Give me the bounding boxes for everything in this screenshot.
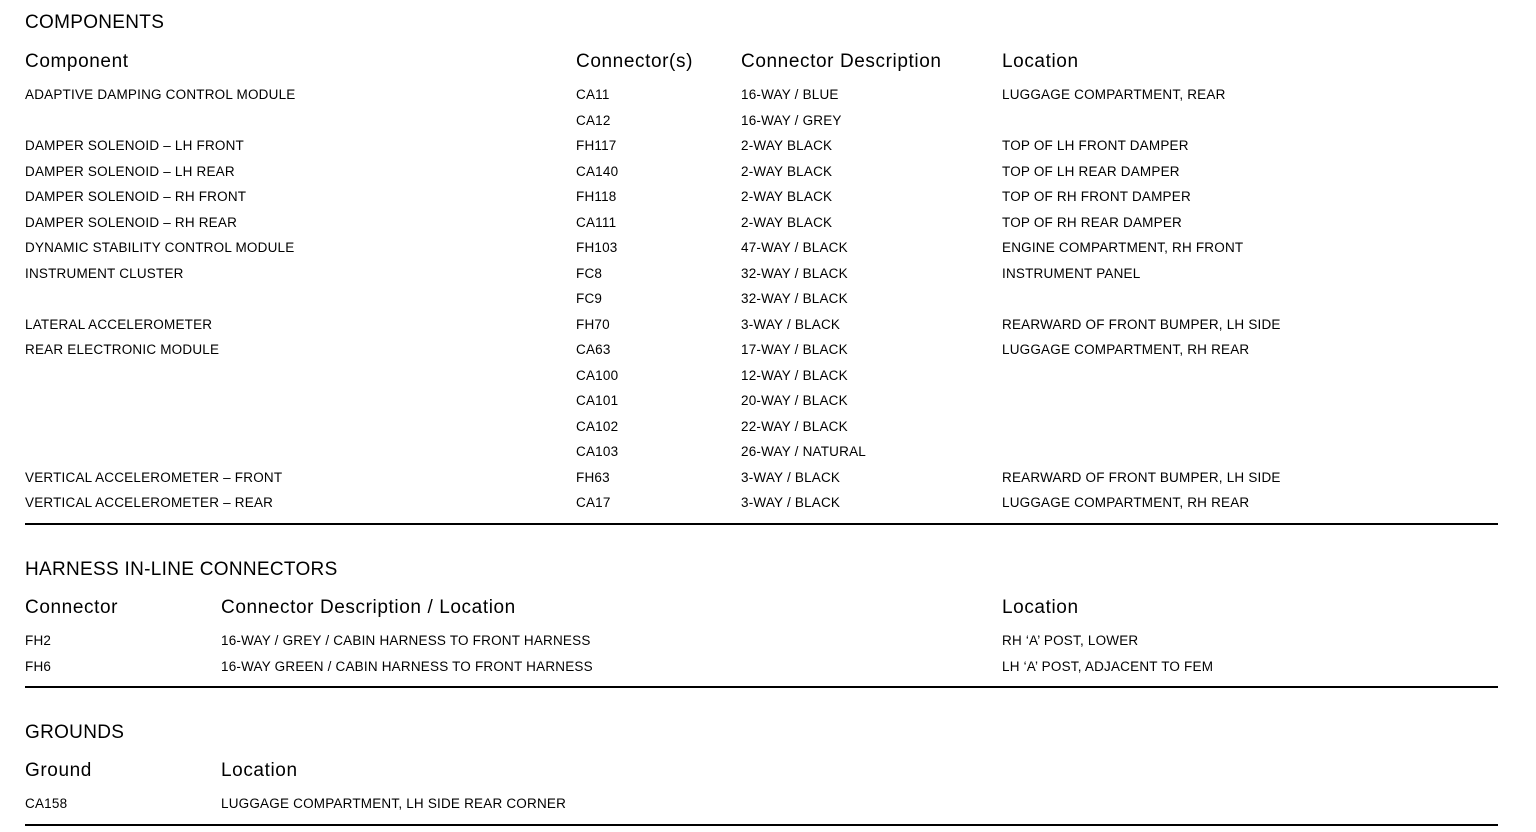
harness-header-connector: Connector — [25, 597, 119, 618]
connector-description-cell: 20-WAY / BLACK — [741, 393, 848, 408]
harness-location-cell: LH ‘A’ POST, ADJACENT TO FEM — [1002, 659, 1214, 674]
components-header-description: Connector Description — [741, 51, 942, 72]
connector-id-cell: CA111 — [576, 214, 617, 230]
connector-id-cell: CA101 — [576, 393, 619, 408]
grounds-header-ground: Ground — [25, 760, 92, 781]
connector-id-cell: CA140 — [576, 163, 619, 179]
connector-description-cell: 2-WAY BLACK — [741, 138, 833, 153]
location-cell: LUGGAGE COMPARTMENT, RH REAR — [1002, 342, 1250, 357]
location-cell: REARWARD OF FRONT BUMPER, LH SIDE — [1002, 316, 1281, 332]
grounds-section-title: GROUNDS — [25, 722, 125, 743]
connector-id-cell: CA63 — [576, 342, 611, 357]
connector-description-cell: 2-WAY BLACK — [741, 189, 833, 204]
connector-description-cell: 47-WAY / BLACK — [741, 240, 848, 255]
ground-id-cell: CA158 — [25, 796, 68, 811]
connector-id-cell: CA100 — [576, 367, 619, 383]
connector-description-cell: 26-WAY / NATURAL — [741, 444, 866, 459]
harness-connector-cell: FH2 — [25, 633, 52, 648]
components-header-component: Component — [25, 51, 129, 72]
grounds-header-location: Location — [221, 760, 298, 781]
component-name-cell: DAMPER SOLENOID – LH FRONT — [25, 138, 244, 153]
component-name-cell: REAR ELECTRONIC MODULE — [25, 342, 220, 357]
components-header-location: Location — [1002, 51, 1079, 72]
location-cell: TOP OF RH FRONT DAMPER — [1002, 189, 1191, 204]
connector-id-cell: CA11 — [576, 87, 610, 102]
connector-id-cell: FC9 — [576, 291, 603, 306]
harness-location-cell: RH ‘A’ POST, LOWER — [1002, 633, 1139, 648]
component-name-cell: DAMPER SOLENOID – LH REAR — [25, 163, 235, 179]
connector-id-cell: FH103 — [576, 240, 618, 255]
harness-description-cell: 16-WAY / GREY / CABIN HARNESS TO FRONT HARNESS — [221, 633, 591, 648]
component-name-cell: DAMPER SOLENOID – RH FRONT — [25, 189, 247, 204]
connector-description-cell: 16-WAY / GREY — [741, 112, 842, 128]
harness-section-title: HARNESS IN-LINE CONNECTORS — [25, 559, 338, 580]
location-cell: LUGGAGE COMPARTMENT, RH REAR — [1002, 495, 1250, 510]
connector-description-cell: 17-WAY / BLACK — [741, 342, 848, 357]
harness-header-location: Location — [1002, 597, 1079, 618]
component-name-cell: ADAPTIVE DAMPING CONTROL MODULE — [25, 87, 296, 102]
connector-id-cell: FH70 — [576, 316, 610, 332]
component-name-cell: DYNAMIC STABILITY CONTROL MODULE — [25, 240, 295, 255]
connector-description-cell: 16-WAY / BLUE — [741, 87, 839, 102]
connector-description-cell: 3-WAY / BLACK — [741, 469, 841, 485]
connector-id-cell: FH63 — [576, 469, 610, 485]
harness-connector-cell: FH6 — [25, 659, 52, 674]
location-cell: TOP OF RH REAR DAMPER — [1002, 214, 1182, 230]
connector-id-cell: CA12 — [576, 112, 611, 128]
connector-id-cell: CA17 — [576, 495, 611, 510]
component-name-cell: VERTICAL ACCELEROMETER – REAR — [25, 495, 274, 510]
connector-id-cell: FH117 — [576, 138, 617, 153]
connector-id-cell: CA102 — [576, 418, 619, 434]
location-cell: TOP OF LH REAR DAMPER — [1002, 163, 1180, 179]
components-divider — [25, 523, 1498, 525]
components-section-title: COMPONENTS — [25, 12, 165, 33]
connector-description-cell: 22-WAY / BLACK — [741, 418, 848, 434]
grounds-divider — [25, 824, 1498, 826]
connector-description-cell: 2-WAY BLACK — [741, 214, 833, 230]
connector-description-cell: 12-WAY / BLACK — [741, 367, 848, 383]
connector-description-cell: 2-WAY BLACK — [741, 163, 833, 179]
component-name-cell: INSTRUMENT CLUSTER — [25, 265, 184, 281]
location-cell: INSTRUMENT PANEL — [1002, 265, 1141, 281]
location-cell: TOP OF LH FRONT DAMPER — [1002, 138, 1189, 153]
connector-id-cell: FH118 — [576, 189, 617, 204]
connector-description-cell: 32-WAY / BLACK — [741, 291, 848, 306]
connector-description-cell: 3-WAY / BLACK — [741, 316, 841, 332]
component-name-cell: VERTICAL ACCELEROMETER – FRONT — [25, 469, 283, 485]
harness-description-cell: 16-WAY GREEN / CABIN HARNESS TO FRONT HARNESS — [221, 659, 593, 674]
connector-id-cell: CA103 — [576, 444, 619, 459]
location-cell: ENGINE COMPARTMENT, RH FRONT — [1002, 240, 1244, 255]
harness-divider — [25, 686, 1498, 688]
ground-location-cell: LUGGAGE COMPARTMENT, LH SIDE REAR CORNER — [221, 796, 567, 811]
component-name-cell: LATERAL ACCELEROMETER — [25, 316, 213, 332]
components-header-connectors: Connector(s) — [576, 51, 694, 72]
location-cell: REARWARD OF FRONT BUMPER, LH SIDE — [1002, 469, 1281, 485]
harness-header-description: Connector Description / Location — [221, 597, 516, 618]
component-name-cell: DAMPER SOLENOID – RH REAR — [25, 214, 238, 230]
location-cell: LUGGAGE COMPARTMENT, REAR — [1002, 87, 1226, 102]
connector-description-cell: 32-WAY / BLACK — [741, 265, 848, 281]
connector-description-cell: 3-WAY / BLACK — [741, 495, 841, 510]
connector-id-cell: FC8 — [576, 265, 603, 281]
